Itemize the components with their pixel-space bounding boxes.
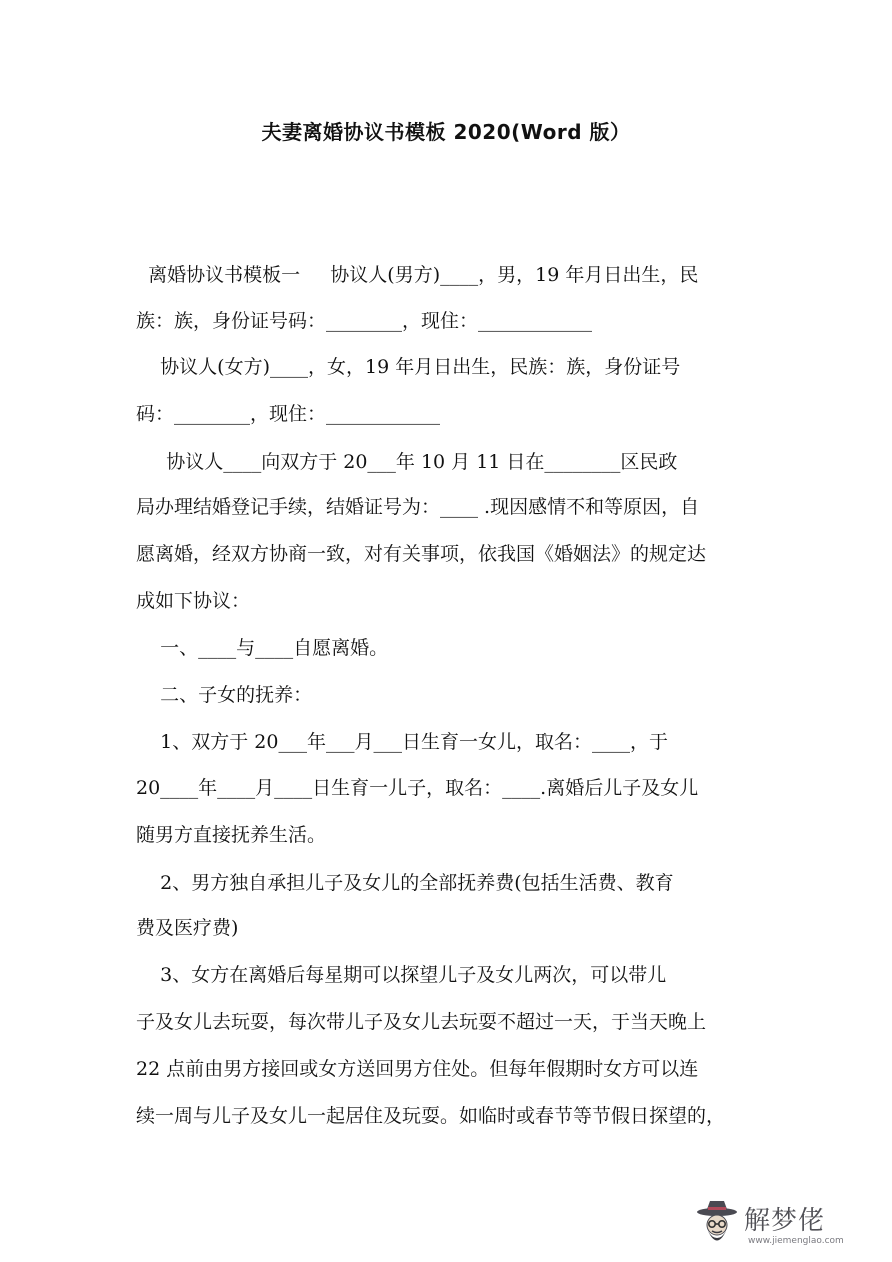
text-line: 协议人(女方)____，女，19 年月日出生，民族：族，身份证号	[136, 356, 681, 378]
document-title: 夫妻离婚协议书模板 2020(Word 版）	[261, 120, 631, 144]
text-line: 局办理结婚登记手续，结婚证号为：____ .现因感情不和等原因，自	[136, 496, 700, 518]
text-line: 一、____与____自愿离婚。	[136, 637, 389, 659]
text-line: 离婚协议书模板一 协议人(男方)____，男，19 年月日出生，民	[136, 264, 699, 286]
text-line: 愿离婚，经双方协商一致，对有关事项，依我国《婚姻法》的规定达	[136, 543, 707, 565]
text-line: 2、男方独自承担儿子及女儿的全部抚养费(包括生活费、教育	[136, 872, 674, 894]
text-line: 续一周与儿子及女儿一起居住及玩耍。如临时或春节等节假日探望的，	[136, 1105, 726, 1127]
watermark-url: www.jiemenglao.com	[748, 1236, 844, 1246]
text-line: 随男方直接抚养生活。	[136, 824, 327, 846]
text-line: 族：族，身份证号码：________，现住：____________	[136, 310, 593, 332]
text-line: 码：________，现住：____________	[136, 403, 441, 425]
text-line: 二、子女的抚养：	[136, 684, 313, 706]
text-line: 成如下协议：	[136, 590, 251, 612]
text-line: 3、女方在离婚后每星期可以探望儿子及女儿两次，可以带儿	[136, 964, 667, 986]
watermark-text: 解梦佬	[744, 1206, 826, 1236]
text-line: 1、双方于 20___年___月___日生育一女儿，取名：____，于	[136, 731, 668, 753]
text-line: 协议人____向双方于 20___年 10 月 11 日在________区民政	[136, 451, 678, 473]
text-line: 费及医疗费)	[136, 917, 239, 939]
watermark	[692, 1198, 882, 1256]
text-line: 20____年____月____日生育一儿子，取名：____.离婚后儿子及女儿	[136, 777, 699, 799]
sage-logo-icon	[692, 1198, 742, 1254]
text-line: 子及女儿去玩耍，每次带儿子及女儿去玩耍不超过一天，于当天晚上	[136, 1011, 707, 1033]
text-line: 22 点前由男方接回或女方送回男方住处。但每年假期时女方可以连	[136, 1058, 699, 1080]
